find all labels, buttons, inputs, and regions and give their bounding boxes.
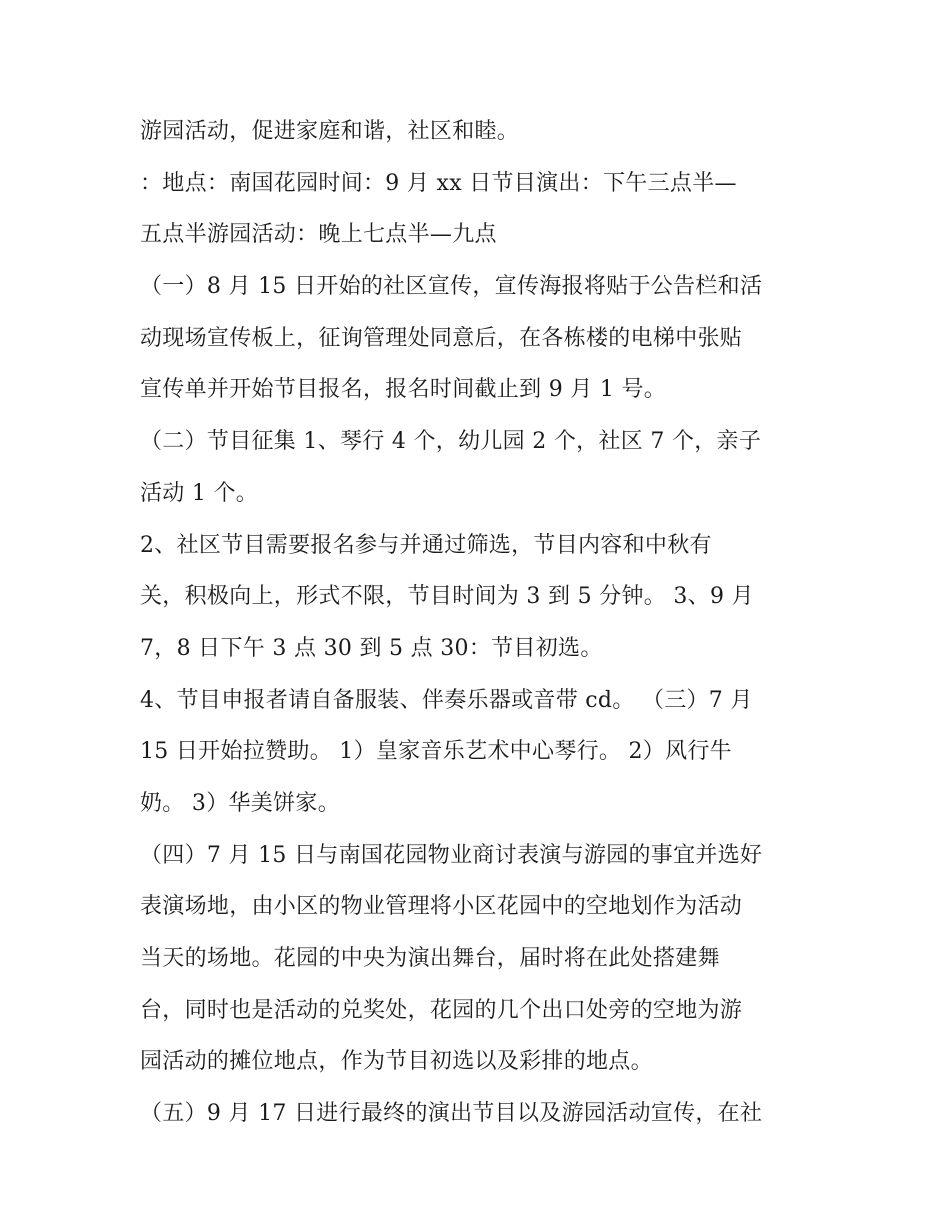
text-line: 奶。 3）华美饼家。	[140, 790, 340, 816]
text-line: 表演场地，由小区的物业管理将小区花园中的空地划作为活动	[140, 894, 743, 920]
text-line: 15 日开始拉赞助。 1）皇家音乐艺术中心琴行。 2）风行牛	[140, 739, 732, 765]
text-line: （一）8 月 15 日开始的社区宣传，宣传海报将贴于公告栏和活	[140, 274, 763, 300]
text-line: ：地点：南国花园时间：9 月 xx 日节目演出：下午三点半—	[140, 170, 737, 196]
text-line: 台，同时也是活动的兑奖处，花园的几个出口处旁的空地为游	[140, 997, 743, 1023]
text-line: 当天的场地。花园的中央为演出舞台，届时将在此处搭建舞	[140, 946, 720, 971]
text-line: 2、社区节目需要报名参与并通过筛选，节目内容和中秋有	[140, 532, 712, 558]
text-line: （二）节目征集 1、琴行 4 个，幼儿园 2 个，社区 7 个，亲子	[140, 429, 762, 455]
text-line: 园活动的摊位地点，作为节目初选以及彩排的地点。	[140, 1049, 653, 1075]
text-line: 五点半游园活动：晚上七点半—九点	[140, 222, 497, 248]
document-body	[140, 106, 820, 1140]
text-line: 关，积极向上，形式不限，节目时间为 3 到 5 分钟。 3、9 月	[140, 584, 754, 610]
text-line: 游园活动，促进家庭和谐，社区和睦。	[140, 119, 520, 144]
text-line: 宣传单并开始节目报名，报名时间截止到 9 月 1 号。	[140, 377, 667, 403]
text-line: 7，8 日下午 3 点 30 到 5 点 30：节目初选。	[140, 635, 603, 661]
text-line: 活动 1 个。	[140, 480, 259, 506]
text-line: 4、节目申报者请自备服装、伴奏乐器或音带 cd。 （三）7 月	[140, 687, 753, 713]
text-line: （四）7 月 15 日与南国花园物业商讨表演与游园的事宜并选好	[140, 842, 763, 868]
text-line: 动现场宣传板上，征询管理处同意后，在各栋楼的电梯中张贴	[140, 325, 743, 351]
text-line: （五）9 月 17 日进行最终的演出节目以及游园活动宣传，在社	[140, 1101, 763, 1127]
